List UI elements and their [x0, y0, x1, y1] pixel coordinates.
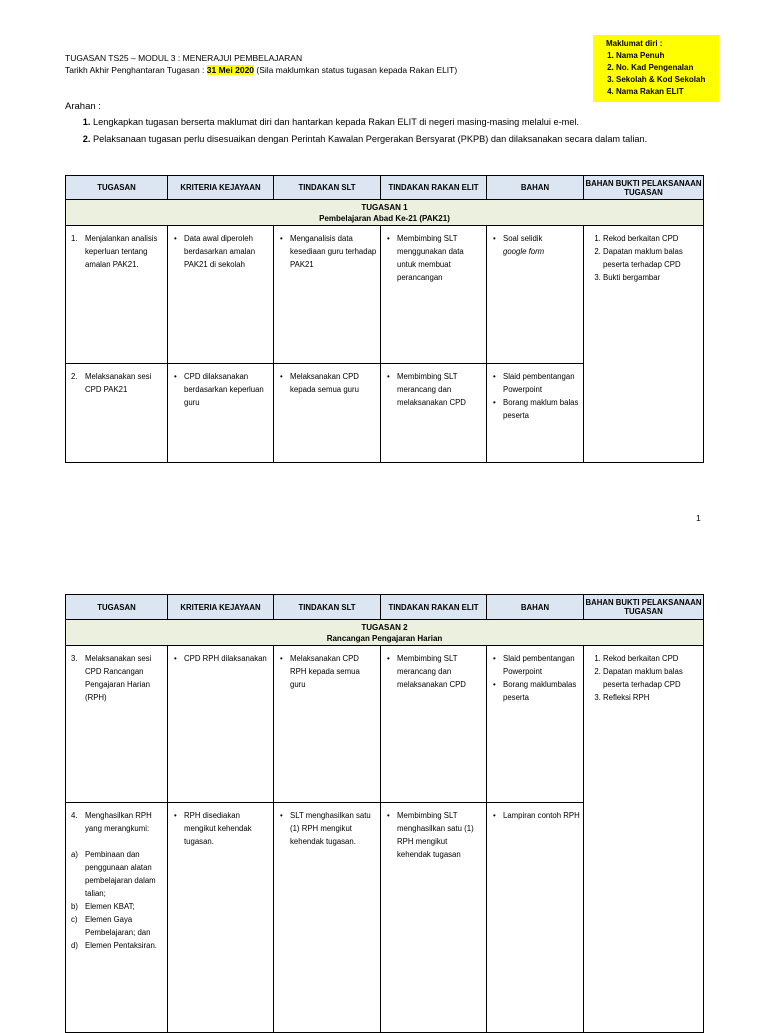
info-item: 3. Sekolah & Kod Sekolah [616, 74, 713, 86]
assignment-title: TUGASAN TS25 – MODUL 3 : MENERAJUI PEMBELAJARAN [65, 53, 303, 63]
table-cell: • Membimbing SLT merancang dan melaksanakan CPD [381, 364, 487, 463]
col-header-slt: TINDAKAN SLT [274, 595, 381, 620]
table-cell: • Membimbing SLT merancang dan melaksanakan CPD [381, 646, 487, 803]
deadline-line: Tarikh Akhir Penghantaran Tugasan : 31 Mei 2020 (Sila maklumkan status tugasan kepada Rakan ELIT) [65, 65, 458, 75]
col-header-bukti: BAHAN BUKTI PELAKSANAAN TUGASAN [584, 176, 704, 200]
table-cell: • Soal selidik google form [487, 226, 584, 364]
col-header-bahan: BAHAN [487, 595, 584, 620]
personal-info-box: Maklumat diri : 1. Nama Penuh 2. No. Kad Pengenalan 3. Sekolah & Kod Sekolah 4. Nama Rakan ELIT [593, 35, 719, 102]
col-header-kriteria: KRITERIA KEJAYAAN [168, 595, 274, 620]
col-header-slt: TINDAKAN SLT [274, 176, 381, 200]
table-cell: • CPD dilaksanakan berdasarkan keperluan guru [168, 364, 274, 463]
table-cell: • Membimbing SLT menggunakan data untuk membuat perancangan [381, 226, 487, 364]
table-cell-bukti: 1. Rekod berkaitan CPD 2. Dapatan maklum balas peserta terhadap CPD 3. Refleksi RPH [584, 646, 704, 1033]
table-cell: • Slaid pembentangan Powerpoint • Borang maklumbalas peserta [487, 646, 584, 803]
section-header-tugasan-1: TUGASAN 1 Pembelajaran Abad Ke-21 (PAK21) [66, 200, 704, 226]
table-cell: 3. Melaksanakan sesi CPD Rancangan Pengajaran Harian (RPH) [66, 646, 168, 803]
task-table-1 [65, 175, 704, 463]
table-cell: 2. Melaksanakan sesi CPD PAK21 [66, 364, 168, 463]
table-cell: • RPH disediakan mengikut kehendak tugasan. [168, 803, 274, 1033]
table-cell: 1. Menjalankan analisis keperluan tentang amalan PAK21. [66, 226, 168, 364]
col-header-tugasan: TUGASAN [66, 595, 168, 620]
table-cell-bukti: 1. Rekod berkaitan CPD 2. Dapatan maklum balas peserta terhadap CPD 3. Bukti bergambar [584, 226, 704, 463]
col-header-elit: TINDAKAN RAKAN ELIT [381, 595, 487, 620]
instructions-list [65, 116, 715, 150]
info-item: 4. Nama Rakan ELIT [616, 86, 713, 98]
table-cell: • Melaksanakan CPD RPH kepada semua guru [274, 646, 381, 803]
table-cell: • Slaid pembentangan Powerpoint • Borang maklum balas peserta [487, 364, 584, 463]
table-cell: • CPD RPH dilaksanakan [168, 646, 274, 803]
table-cell: 4. Menghasilkan RPH yang merangkumi: a) Pembinaan dan penggunaan alatan pembelajaran dalam talian; b) Elemen KBAT; c) Elemen Gaya Pembelajaran; dan d) Elemen Pentaksiran. [66, 803, 168, 1033]
deadline-date: 31 Mei 2020 [206, 65, 255, 75]
col-header-kriteria: KRITERIA KEJAYAAN [168, 176, 274, 200]
task-table-2 [65, 594, 704, 1033]
col-header-bukti: BAHAN BUKTI PELAKSANAAN TUGASAN [584, 595, 704, 620]
table-cell: • Data awal diperoleh berdasarkan amalan PAK21 di sekolah [168, 226, 274, 364]
page-number: 1 [696, 513, 701, 523]
section-header-tugasan-2: TUGASAN 2 Rancangan Pengajaran Harian [66, 620, 704, 646]
info-item: 2. No. Kad Pengenalan [616, 62, 713, 74]
info-item: 1. Nama Penuh [616, 50, 713, 62]
table-cell: • Menganalisis data kesediaan guru terhadap PAK21 [274, 226, 381, 364]
table-cell: • Lampiran contoh RPH [487, 803, 584, 1033]
col-header-elit: TINDAKAN RAKAN ELIT [381, 176, 487, 200]
col-header-tugasan: TUGASAN [66, 176, 168, 200]
table-cell: • SLT menghasilkan satu (1) RPH mengikut kehendak tugasan. [274, 803, 381, 1033]
table-cell: • Melaksanakan CPD kepada semua guru [274, 364, 381, 463]
col-header-bahan: BAHAN [487, 176, 584, 200]
table-cell: • Membimbing SLT menghasilkan satu (1) RPH mengikut kehendak tugasan [381, 803, 487, 1033]
instruction-item: 2. Pelaksanaan tugasan perlu disesuaikan dengan Perintah Kawalan Pergerakan Bersyarat (PKPB) dan dilaksanakan secara dalam talian. [93, 133, 715, 145]
instructions-label: Arahan : [65, 101, 101, 112]
instruction-item: 1. Lengkapkan tugasan berserta maklumat diri dan hantarkan kepada Rakan ELIT di negeri masing-masing melalui e-mel. [93, 116, 715, 128]
